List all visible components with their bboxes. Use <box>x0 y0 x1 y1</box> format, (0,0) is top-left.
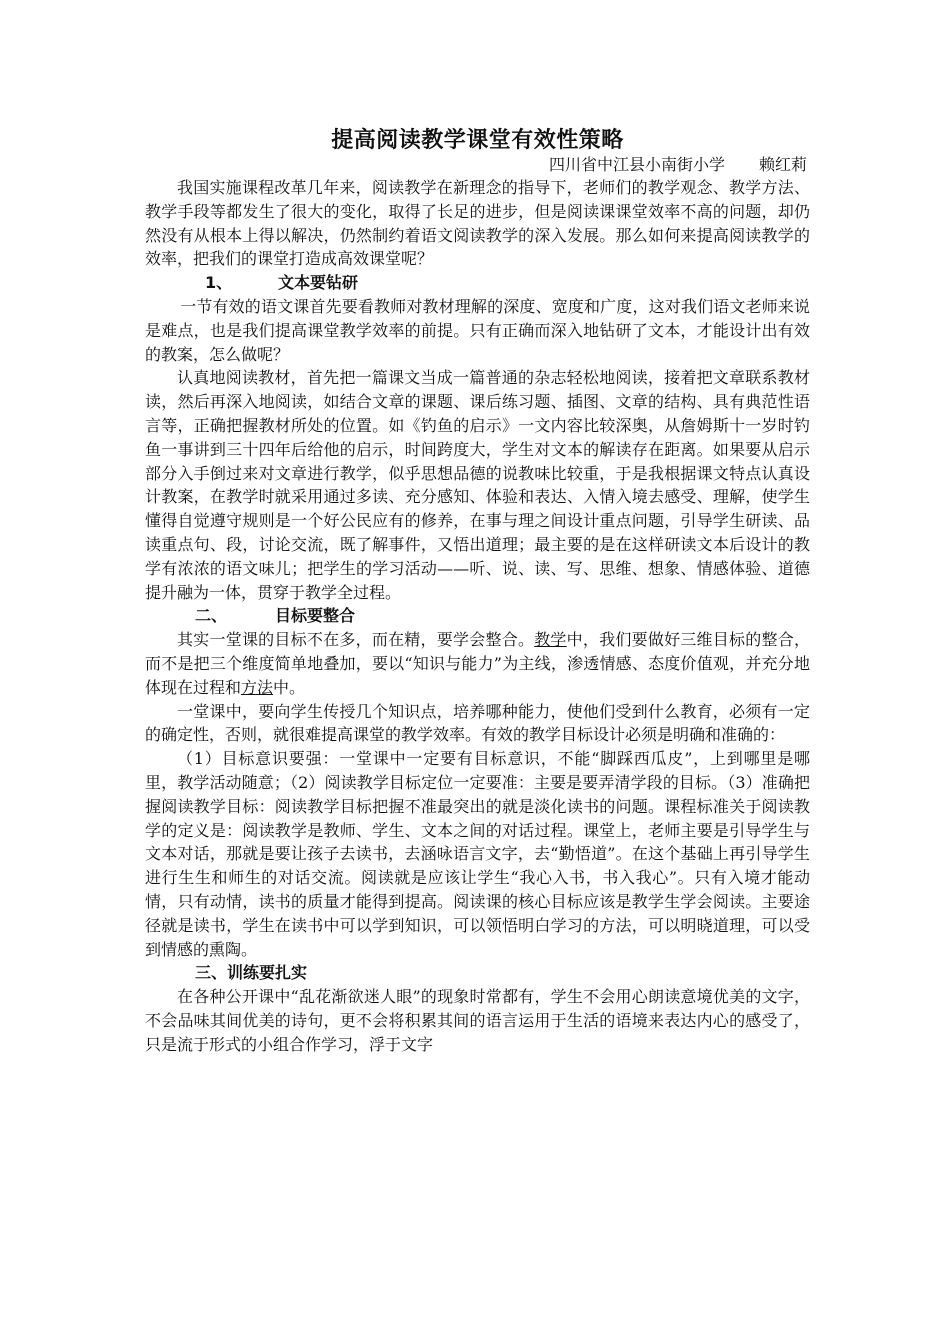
section-1-heading <box>145 271 810 295</box>
section-2-p1-text-a: 其实一堂课的目标不在多，而在精，要学会整合。 <box>177 630 535 650</box>
section-1-title: 文本要钻研 <box>278 273 359 293</box>
document-title: 提高阅读教学课堂有效性策略 <box>331 128 624 153</box>
section-2-paragraph-3: （1）目标意识要强：一堂课中一定要有目标意识，不能“脚踩西瓜皮”，上到哪里是哪里，教学活动随意；（2）阅读教学目标定位一定要准：主要是要弄清学段的目标。（3）准确把握阅读教学目标：阅读教学目标把握不准最突出的就是淡化读书的问题。课程标准关于阅读教学的定义是：阅读教学是教师、学生、文本之间的对话过程。课堂上，老师主要是引导学生与文本对话，那就是要让孩子去读书，去涵咏语言文字，去“勤悟道”。在这个基础上再引导学生进行生生和师生的对话交流。阅读就是应该让学生“我心入书，书入我心”。只有入境才能动情，只有动情，读书的质量才能得到提高。阅读课的核心目标应该是教学生学会阅读。主要途径就是读书，学生在读书中可以学到知识，可以领悟明白学习的方法，可以明晓道理，可以受到情感的熏陶。 <box>145 749 810 959</box>
byline <box>145 154 810 176</box>
author-name: 赖红莉 <box>758 155 807 174</box>
section-1-number: 1、 <box>205 273 233 293</box>
document-body <box>145 116 810 1056</box>
method-link[interactable]: 方法 <box>241 677 274 697</box>
section-1-paragraph-2: 认真地阅读教材，首先把一篇课文当成一篇普通的杂志轻松地阅读，接着把文章联系教材读，然后再深入地阅读，如结合文章的课题、课后练习题、插图、文章的结构、具有典范性语言等，正确把握教材所处的位置。如《钓鱼的启示》一文内容比较深奥，从詹姆斯十一岁时钓鱼一事讲到三十四年后给他的启示，时间跨度大，学生对文本的解读存在距离。如果要从启示部分入手倒过来对文章进行教学，似乎思想品德的说教味比较重，于是我根据课文特点认真设计教案，在教学时就采用通过多读、充分感知、体验和表达、入情入境去感受、理解，使学生懂得自觉遵守规则是一个好公民应有的修养，在事与理之间设计重点问题，引导学生研读、品读重点句、段，讨论交流，既了解事件，又悟出道理；最主要的是在这样研读文本后设计的教学有浓浓的语文味儿；把学生的学习活动——听、说、读、写、思维、想象、情感体验、道德提升融为一体，贯穿于教学全过程。 <box>145 368 810 602</box>
section-3-heading: 三、训练要扎实 <box>195 963 308 983</box>
section-2-p1-text-c: 中。 <box>273 677 306 697</box>
section-2-p1-text-b: 中，我们要做好三维目标的整合，而不是把三个维度简单地叠加，要以“知识与能力”为主线，渗透情感、态度价值观，并充分地体现在过程和 <box>145 630 810 697</box>
section-2-paragraph-1 <box>145 628 810 699</box>
section-2-heading <box>145 604 810 628</box>
section-1-paragraph-1: 一节有效的语文课首先要看教师对教材理解的深度、宽度和广度，这对我们语文老师来说是难点，也是我们提高课堂教学效率的前提。只有正确而深入地钻研了文本，才能设计出有效的教案，怎么做呢？ <box>145 296 810 364</box>
section-3-paragraph-1: 在各种公开课中“乱花渐欲迷人眼”的现象时常都有，学生不会用心朗读意境优美的文字，不会品味其间优美的诗句，更不会将积累其间的语言运用于生活的语境来表达内心的感受了，只是流于形式的小组合作学习，浮于文字 <box>145 987 810 1054</box>
section-2-number: 二、 <box>195 606 228 626</box>
section-2-title: 目标要整合 <box>275 606 356 626</box>
intro-paragraph: 我国实施课程改革几年来，阅读教学在新理念的指导下，老师们的教学观念、教学方法、教学手段等都发生了很大的变化，取得了长足的进步，但是阅读课课堂效率不高的问题，却仍然没有从根本上得以解决，仍然制约着语文阅读教学的深入发展。那么如何来提高阅读教学的效率，把我们的课堂打造成高效课堂呢？ <box>145 178 810 269</box>
teaching-link[interactable]: 教学 <box>534 630 567 650</box>
section-2-paragraph-2: 一堂课中，要向学生传授几个知识点，培养哪种能力，使他们受到什么教育，必须有一定的确定性，否则，就很难提高课堂的教学效率。有效的教学目标设计必须是明确和准确的： <box>145 701 810 745</box>
author-affiliation: 四川省中江县小南街小学 <box>548 155 725 174</box>
